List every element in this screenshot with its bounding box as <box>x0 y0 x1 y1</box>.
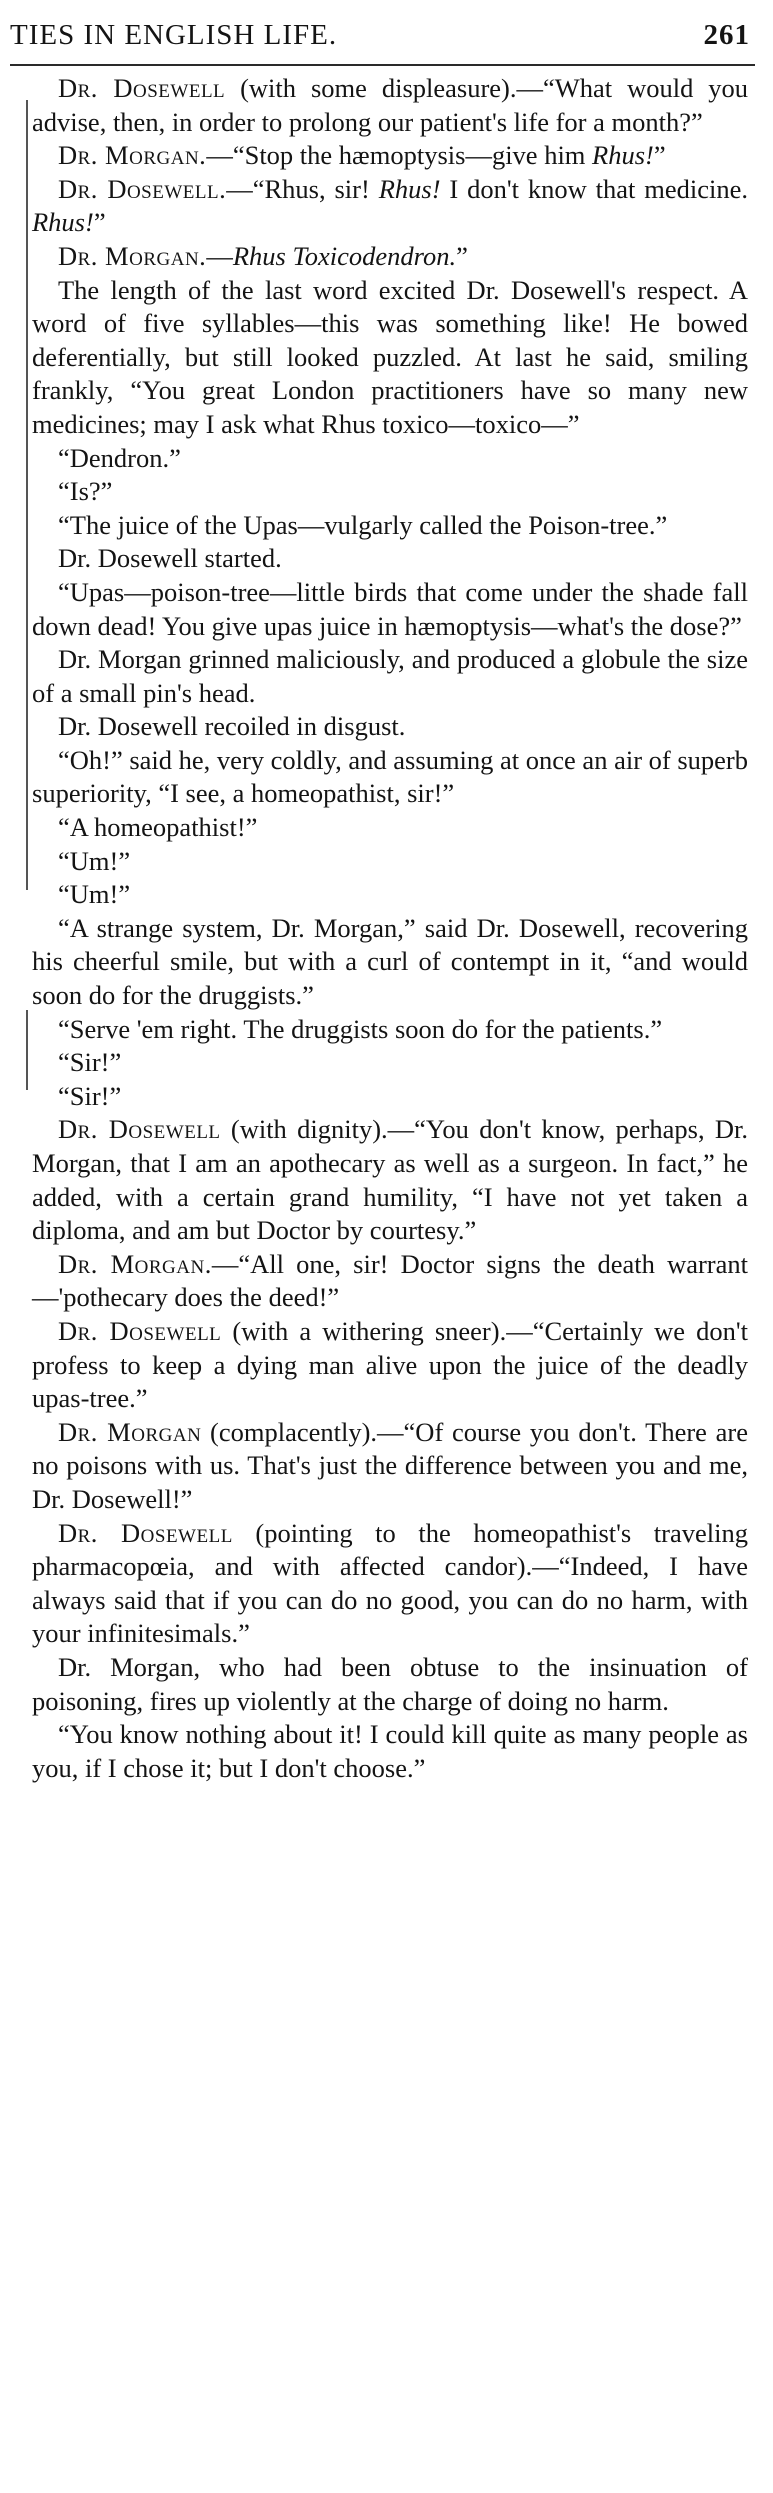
paragraph <box>32 442 748 476</box>
paragraph-text: (complacently).—“Of course you don't. There are no poisons with us. That's just the difference between you and me, Dr. Dosewell!” <box>32 1416 749 1514</box>
paragraph-text: I don't know that medicine. <box>440 173 749 204</box>
speaker-name: Dr. Morgan. <box>58 1248 212 1279</box>
paragraph <box>32 576 748 643</box>
paragraph-text: Dr. Dosewell started. <box>58 543 282 574</box>
paragraph-text: “Um!” <box>58 879 131 910</box>
paragraph <box>32 811 748 845</box>
paragraph-text: The length of the last word excited Dr. Dosewell's respect. A word of five syllables—this was something like! He bowed deferentially, but still looked puzzled. At last he said, smiling frankly, “You great London practitioners have so many new medicines; may I ask what Rhus toxico—toxico—” <box>32 274 748 439</box>
paragraph-text: (with dignity).—“You don't know, perhaps, Dr. Morgan, that I am an apothecary as well as a surgeon. In fact,” he added, with a certain grand humility, “I have not yet taken a diploma, and am but Doctor by courtesy.” <box>32 1114 749 1246</box>
dialogue-paragraph <box>32 240 748 274</box>
paragraph-text: ” <box>93 207 106 238</box>
speaker-name: Dr. Dosewell. <box>58 173 227 204</box>
dialogue-paragraph <box>32 173 748 240</box>
paragraph <box>32 643 748 710</box>
paragraph-text: “A homeopathist!” <box>58 812 258 843</box>
paragraph <box>32 912 748 1013</box>
dialogue-paragraph <box>32 1248 748 1315</box>
dialogue-paragraph <box>32 72 748 139</box>
paragraph-text: Dr. Morgan grinned maliciously, and produced a globule the size of a small pin's head. <box>32 644 748 708</box>
paragraph <box>32 1651 748 1718</box>
paragraph-text: “Oh!” said he, very coldly, and assuming at once an air of superb superiority, “I see, a homeopathist, sir!” <box>32 744 748 809</box>
paragraph <box>32 542 748 576</box>
paragraph-text: —“Stop the hæmoptysis—give him <box>206 140 593 171</box>
paragraph <box>32 1013 748 1047</box>
margin-line <box>26 100 28 890</box>
paragraph-text: ” <box>456 240 468 271</box>
page-number: 261 <box>703 19 750 51</box>
paragraph-text: Dr. Dosewell recoiled in disgust. <box>58 711 406 742</box>
text-column <box>32 72 748 1785</box>
paragraph <box>32 1080 748 1114</box>
dialogue-paragraph <box>32 1517 748 1651</box>
italic-text: Rhus! <box>378 173 441 204</box>
italic-text: Rhus Toxicodendron. <box>232 240 457 271</box>
paragraph <box>32 744 748 811</box>
dialogue-paragraph <box>32 1315 748 1416</box>
paragraph-text: — <box>206 240 233 271</box>
paragraph <box>32 1718 748 1785</box>
italic-text: Rhus! <box>592 140 654 171</box>
paragraph-text: “Serve 'em right. The druggists soon do for the patients.” <box>58 1013 663 1044</box>
paragraph <box>32 274 748 442</box>
paragraph-text: “Sir!” <box>58 1047 122 1078</box>
paragraph-text: —“All one, sir! Doctor signs the death warrant—'pothecary does the deed!” <box>32 1248 748 1313</box>
running-title: TIES IN ENGLISH LIFE. <box>10 19 338 51</box>
dialogue-paragraph <box>32 1113 748 1247</box>
speaker-name: Dr. Dosewell <box>58 1114 221 1145</box>
paragraph-text: “Upas—poison-tree—little birds that come under the shade fall down dead! You give upas juice in hæmoptysis—what's the dose?” <box>32 576 748 641</box>
header-rule <box>10 64 755 66</box>
paragraph <box>32 1046 748 1080</box>
paragraph-text: “Sir!” <box>58 1080 122 1111</box>
speaker-name: Dr. Morgan. <box>58 240 207 271</box>
italic-text: Rhus! <box>32 207 94 238</box>
paragraph-text: “The juice of the Upas—vulgarly called the Poison-tree.” <box>58 509 668 540</box>
paragraph <box>32 878 748 912</box>
speaker-name: Dr. Dosewell <box>58 1517 233 1548</box>
speaker-name: Dr. Morgan <box>58 1416 202 1447</box>
paragraph-text: “Um!” <box>58 845 131 876</box>
paragraph <box>32 710 748 744</box>
margin-line <box>26 1010 28 1090</box>
paragraph <box>32 845 748 879</box>
paragraph-text: (with a withering sneer).—“Certainly we don't profess to keep a dying man alive upon the juice of the deadly upas-tree.” <box>32 1315 748 1414</box>
paragraph-text: “Dendron.” <box>58 442 181 473</box>
paragraph-text: “A strange system, Dr. Morgan,” said Dr. Dosewell, recovering his cheerful smile, but with a curl of contempt in it, “and would soon do for the druggists.” <box>32 912 748 1011</box>
speaker-name: Dr. Dosewell <box>58 1315 222 1346</box>
running-header <box>10 12 750 58</box>
speaker-name: Dr. Dosewell <box>58 73 226 103</box>
paragraph <box>32 475 748 509</box>
paragraph-text: Dr. Morgan, who had been obtuse to the insinuation of poisoning, fires up violently at the charge of doing no harm. <box>32 1651 748 1716</box>
paragraph-text: ” <box>653 140 666 171</box>
paragraph <box>32 509 748 543</box>
paragraph-text: —“Rhus, sir! <box>226 173 379 204</box>
paragraph-text: (pointing to the homeopathist's traveling pharmacopœia, and with affected candor).—“Indeed, I have always said that if you can do no good, you can do no harm, with your infinitesimals.” <box>32 1517 748 1649</box>
paragraph-text: (with some displeasure).—“What would you advise, then, in order to prolong our patient's life for a month?” <box>32 73 749 137</box>
dialogue-paragraph <box>32 139 748 173</box>
dialogue-paragraph <box>32 1416 748 1517</box>
paragraph-text: “Is?” <box>58 476 113 507</box>
speaker-name: Dr. Morgan. <box>58 140 207 171</box>
paragraph-text: “You know nothing about it! I could kill quite as many people as you, if I chose it; but I don't choose.” <box>32 1719 748 1783</box>
